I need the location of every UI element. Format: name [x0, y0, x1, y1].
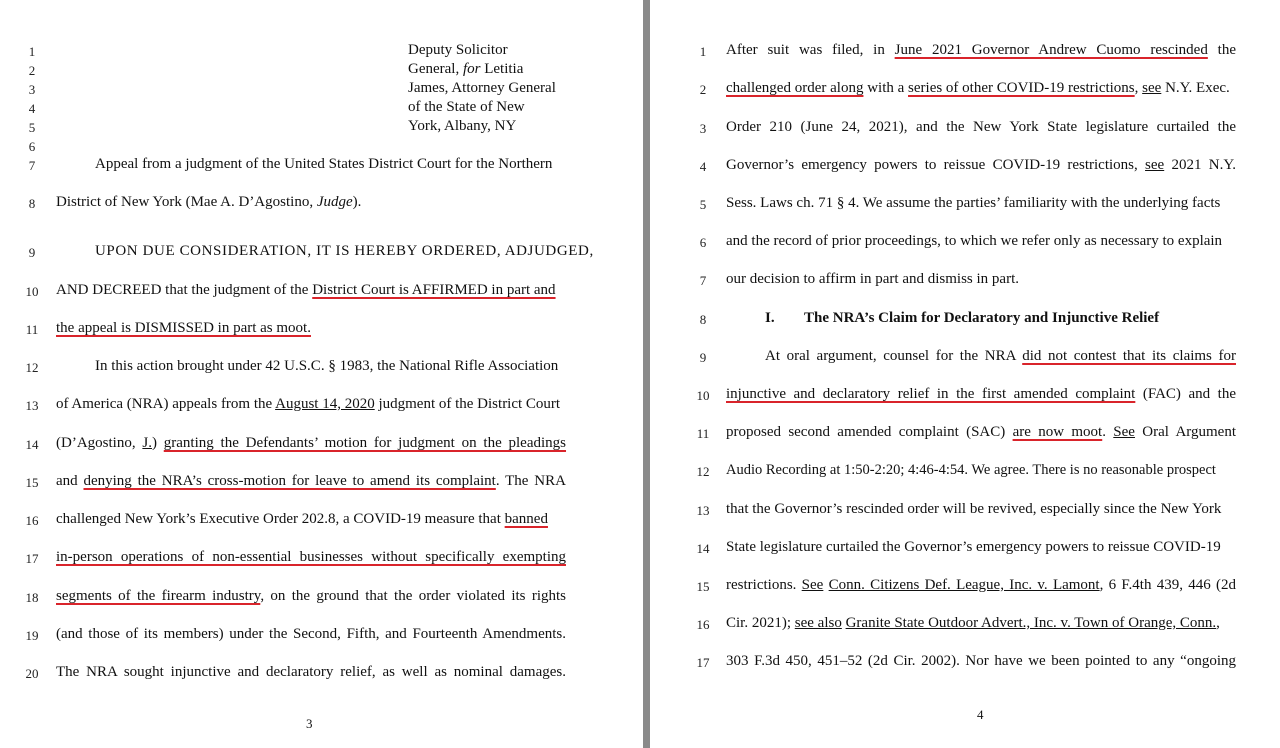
- text-line: the appeal is DISMISSED in part as moot.: [56, 320, 311, 336]
- line-number: 3: [699, 121, 707, 136]
- page-number: 4: [977, 707, 984, 722]
- line-number: 3: [28, 82, 36, 97]
- line-number: 2: [28, 63, 36, 78]
- text-line: (and those of its members) under the Second, Fifth, and Fourteenth Amendments.: [56, 626, 566, 642]
- line-number: 10: [696, 388, 710, 403]
- line-number: 7: [699, 273, 707, 288]
- section-heading: The NRA’s Claim for Declaratory and Injunctive Relief: [804, 310, 1160, 326]
- line-number: 14: [25, 437, 39, 452]
- page-number: 3: [306, 716, 313, 731]
- line-number: 5: [699, 197, 707, 212]
- line-number: 11: [696, 426, 710, 441]
- line-number: 12: [25, 360, 39, 375]
- text-line: our decision to affirm in part and dismiss in part.: [726, 271, 1020, 287]
- text-line: segments of the firearm industry, on the ground that the order violated its rights: [56, 588, 566, 604]
- header-line-5: York, Albany, NY: [408, 118, 517, 134]
- line-number: 6: [28, 139, 36, 154]
- line-number: 12: [696, 464, 710, 479]
- text-line: Governor’s emergency powers to reissue COVID-19 restrictions, see 2021 N.Y.: [726, 157, 1236, 173]
- header-line-4: of the State of New: [408, 99, 525, 115]
- line-number: 6: [699, 235, 707, 250]
- right-page: [650, 0, 1280, 748]
- line-number: 10: [25, 284, 39, 299]
- text-line: (D’Agostino, J.) granting the Defendants’ motion for judgment on the pleadings: [56, 435, 567, 451]
- line-number: 16: [25, 513, 39, 528]
- line-number: 17: [25, 551, 39, 566]
- line-number: 9: [699, 350, 707, 365]
- header-line-3: James, Attorney General: [408, 80, 556, 96]
- text-line: of America (NRA) appeals from the August 14, 2020 judgment of the District Court: [56, 396, 561, 412]
- text-line: and the record of prior proceedings, to which we refer only as necessary to explain: [726, 233, 1223, 249]
- text-line: challenged order along with a series of other COVID-19 restrictions, see N.Y. Exec.: [726, 80, 1230, 96]
- text-line: UPON DUE CONSIDERATION, IT IS HEREBY ORDERED, ADJUDGED,: [95, 243, 594, 259]
- line-number: 4: [699, 159, 707, 174]
- line-number: 4: [28, 101, 36, 116]
- text-line: that the Governor’s rescinded order will be revived, especially since the New York: [726, 501, 1222, 517]
- header-line-2: General, for Letitia: [408, 61, 524, 77]
- text-line: At oral argument, counsel for the NRA did not contest that its claims for: [765, 348, 1236, 364]
- line-number: 1: [28, 44, 36, 59]
- line-number: 11: [25, 322, 39, 337]
- line-number: 5: [28, 120, 36, 135]
- line-number: 9: [28, 245, 36, 260]
- text-line: The NRA sought injunctive and declaratory relief, as well as nominal damages.: [56, 664, 566, 680]
- line-number: 20: [25, 666, 39, 681]
- line-number: 17: [696, 655, 710, 670]
- text-line: restrictions. See Conn. Citizens Def. League, Inc. v. Lamont, 6 F.4th 439, 446 (2d: [726, 577, 1237, 593]
- line-number: 13: [696, 503, 710, 518]
- text-line: District of New York (Mae A. D’Agostino, Judge).: [56, 194, 362, 210]
- text-line: State legislature curtailed the Governor’s emergency powers to reissue COVID-19: [726, 539, 1221, 555]
- line-number: 16: [696, 617, 710, 632]
- text-line: Order 210 (June 24, 2021), and the New York State legislature curtailed the: [726, 119, 1236, 135]
- text-line: Cir. 2021); see also Granite State Outdoor Advert., Inc. v. Town of Orange, Conn.,: [726, 615, 1220, 631]
- section-number: I.: [765, 310, 775, 326]
- line-number: 19: [25, 628, 39, 643]
- text-line: In this action brought under 42 U.S.C. § 1983, the National Rifle Association: [95, 358, 559, 374]
- line-number: 1: [699, 44, 707, 59]
- text-line: Appeal from a judgment of the United States District Court for the Northern: [95, 156, 553, 172]
- text-line: AND DECREED that the judgment of the District Court is AFFIRMED in part and: [56, 282, 556, 298]
- line-number: 15: [696, 579, 710, 594]
- text-line: Audio Recording at 1:50-2:20; 4:46-4:54. We agree. There is no reasonable prospect: [726, 462, 1216, 478]
- line-number: 7: [28, 158, 36, 173]
- page-divider: [643, 0, 650, 748]
- line-number: 14: [696, 541, 710, 556]
- text-line: After suit was filed, in June 2021 Governor Andrew Cuomo rescinded the: [726, 42, 1236, 58]
- line-number: 8: [28, 196, 36, 211]
- line-number: 15: [25, 475, 39, 490]
- line-number: 8: [699, 312, 707, 327]
- text-line: injunctive and declaratory relief in the first amended complaint (FAC) and the: [726, 386, 1236, 402]
- line-number: 2: [699, 82, 707, 97]
- line-number: 13: [25, 398, 39, 413]
- line-number: 18: [25, 590, 39, 605]
- text-line: 303 F.3d 450, 451–52 (2d Cir. 2002). Nor have we been pointed to any “ongoing: [726, 653, 1236, 669]
- text-line: Sess. Laws ch. 71 § 4. We assume the parties’ familiarity with the underlying facts: [726, 195, 1221, 211]
- text-line: challenged New York’s Executive Order 202.8, a COVID-19 measure that banned: [56, 511, 548, 527]
- text-line: in-person operations of non-essential businesses without specifically exempting: [56, 549, 566, 565]
- header-line-1: Deputy Solicitor: [408, 42, 508, 58]
- text-line: and denying the NRA’s cross-motion for leave to amend its complaint. The NRA: [56, 473, 566, 489]
- text-line: proposed second amended complaint (SAC) are now moot. See Oral Argument: [726, 424, 1236, 440]
